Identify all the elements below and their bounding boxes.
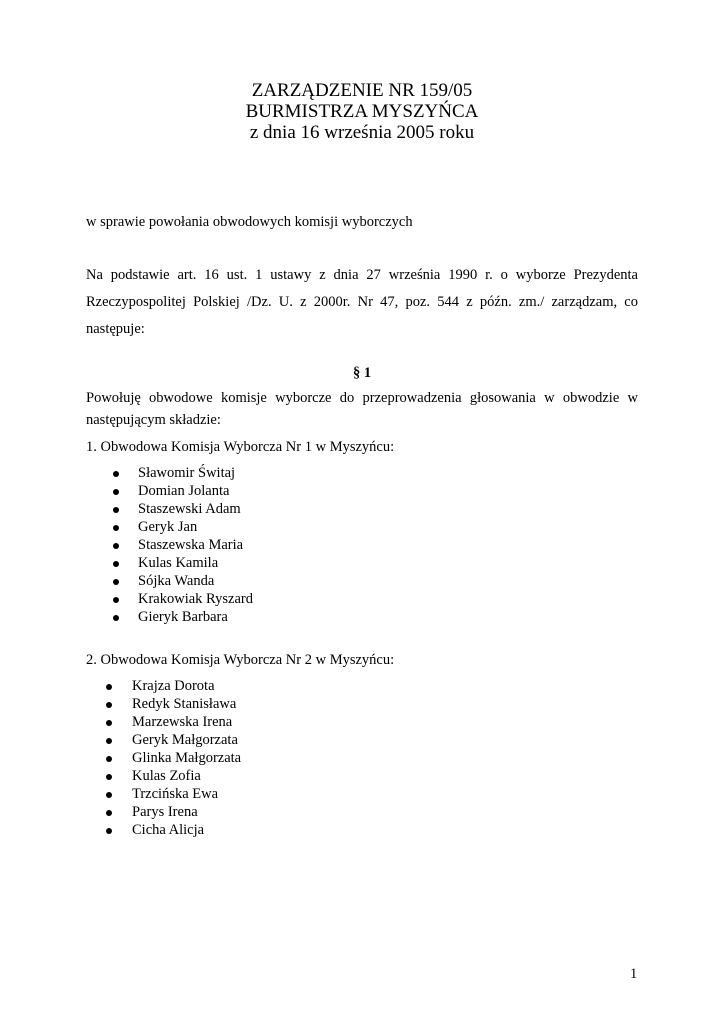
list-item (106, 821, 241, 839)
committee-1-member-list (113, 464, 253, 626)
bullet-icon (113, 561, 119, 567)
bullet-icon (106, 774, 112, 780)
member-name: Glinka Małgorzata (132, 750, 242, 766)
intro-line: Powołuję obwodowe komisje wyborcze do przeprowadzenia głosowania w obwodzie w (86, 390, 638, 406)
member-name: Sławomir Świtaj (138, 465, 236, 481)
member-name: Domian Jolanta (138, 483, 230, 499)
bullet-icon (106, 828, 112, 834)
list-item (106, 677, 241, 695)
list-item (106, 731, 241, 749)
bullet-icon (106, 792, 112, 798)
section-heading (0, 364, 724, 382)
bullet-icon (106, 738, 112, 744)
intro-line: następującym składzie: (86, 412, 221, 428)
bullet-icon (113, 507, 119, 513)
member-name: Krakowiak Ryszard (138, 591, 253, 607)
legal-basis-line: następuje: (86, 321, 145, 337)
title-line-ordinance-number: ZARZĄDZENIE NR 159/05 (251, 80, 473, 101)
list-item (106, 803, 241, 821)
member-name: Trzcińska Ewa (132, 786, 219, 802)
document-subject: w sprawie powołania obwodowych komisji wyborczych (86, 214, 413, 230)
member-name: Redyk Stanisława (132, 696, 237, 712)
appointment-intro-paragraph (86, 387, 638, 431)
committee-heading-1: 1. Obwodowa Komisja Wyborcza Nr 1 w Myszyńcu: (86, 439, 395, 455)
title-line-date: z dnia 16 września 2005 roku (249, 122, 475, 143)
member-name: Cicha Alicja (132, 822, 205, 838)
member-name: Kulas Zofia (132, 768, 201, 784)
list-item (106, 767, 241, 785)
list-item (106, 695, 241, 713)
list-item (106, 713, 241, 731)
list-item (113, 590, 253, 608)
list-item (113, 536, 253, 554)
bullet-icon (106, 720, 112, 726)
bullet-icon (113, 615, 119, 621)
bullet-icon (113, 597, 119, 603)
legal-basis-paragraph (86, 262, 638, 343)
list-item (113, 518, 253, 536)
bullet-icon (106, 756, 112, 762)
page-number: 1 (630, 966, 638, 982)
bullet-icon (113, 579, 119, 585)
member-name: Gieryk Barbara (138, 609, 228, 625)
bullet-icon (106, 684, 112, 690)
bullet-icon (113, 543, 119, 549)
bullet-icon (106, 810, 112, 816)
member-name: Staszewska Maria (138, 537, 244, 553)
member-name: Staszewski Adam (138, 501, 241, 517)
committee-2-member-list (106, 677, 241, 839)
title-line-issuer: BURMISTRZA MYSZYŃCA (245, 101, 479, 122)
document-title (0, 80, 724, 143)
legal-basis-line: Na podstawie art. 16 ust. 1 ustawy z dnia 27 września 1990 r. o wyborze Prezydenta (86, 267, 638, 283)
list-item (113, 464, 253, 482)
list-item (113, 500, 253, 518)
member-name: Kulas Kamila (138, 555, 219, 571)
bullet-icon (106, 702, 112, 708)
member-name: Krajza Dorota (132, 678, 215, 694)
list-item (113, 482, 253, 500)
member-name: Marzewska Irena (132, 714, 233, 730)
member-name: Geryk Jan (138, 519, 198, 535)
legal-basis-line: Rzeczypospolitej Polskiej /Dz. U. z 2000r. Nr 47, poz. 544 z późn. zm./ zarządzam, co (86, 294, 638, 310)
committee-heading-2: 2. Obwodowa Komisja Wyborcza Nr 2 w Myszyńcu: (86, 652, 395, 668)
member-name: Sójka Wanda (138, 573, 215, 589)
list-item (113, 572, 253, 590)
section-mark: § 1 (352, 365, 372, 381)
member-name: Parys Irena (132, 804, 198, 820)
bullet-icon (113, 525, 119, 531)
bullet-icon (113, 471, 119, 477)
list-item (106, 749, 241, 767)
bullet-icon (113, 489, 119, 495)
member-name: Geryk Małgorzata (132, 732, 238, 748)
list-item (106, 785, 241, 803)
list-item (113, 608, 253, 626)
list-item (113, 554, 253, 572)
